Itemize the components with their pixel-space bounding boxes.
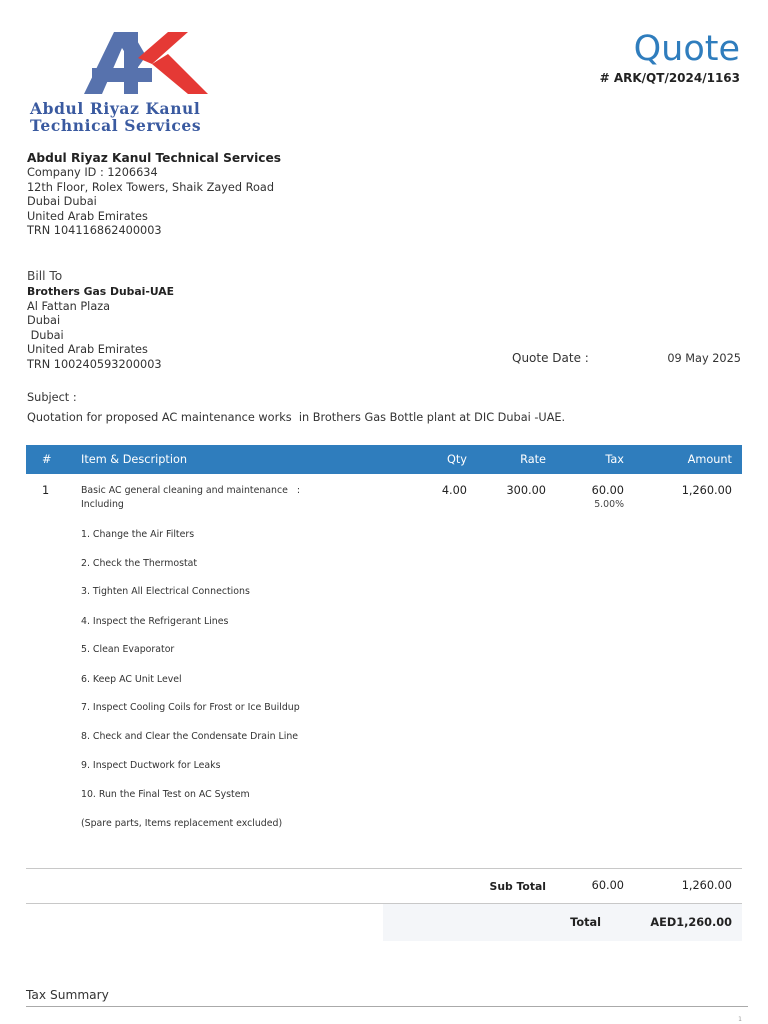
- company-street: 12th Floor, Rolex Towers, Shaik Zayed Road: [27, 180, 274, 194]
- company-country: United Arab Emirates: [27, 209, 148, 223]
- tax-summary-heading: Tax Summary: [26, 988, 109, 1002]
- document-title: Quote: [633, 29, 740, 69]
- bill-to-name: Brothers Gas Dubai-UAE: [27, 285, 174, 298]
- item-detail: 10. Run the Final Test on AC System: [81, 789, 250, 800]
- column-header-index: #: [42, 453, 52, 466]
- total-amount: AED1,260.00: [650, 916, 732, 929]
- company-trn: TRN 104116862400003: [27, 224, 162, 238]
- item-detail: 7. Inspect Cooling Coils for Frost or Ice Buildup: [81, 702, 300, 713]
- item-tax: 60.00: [591, 484, 624, 497]
- item-detail: 5. Clean Evaporator: [81, 644, 175, 655]
- item-index: 1: [42, 484, 50, 497]
- item-detail: 1. Change the Air Filters: [81, 529, 195, 540]
- subtotal-amount: 1,260.00: [681, 879, 732, 892]
- column-header-tax: Tax: [605, 453, 624, 466]
- company-city: Dubai Dubai: [27, 195, 97, 209]
- logo-text-line2: Technical Services: [30, 116, 202, 135]
- item-detail: 4. Inspect the Refrigerant Lines: [81, 616, 229, 627]
- bill-to-city: Dubai: [27, 314, 61, 328]
- bill-to-label: Bill To: [27, 269, 63, 283]
- item-detail: 2. Check the Thermostat: [81, 558, 198, 569]
- subject-text: Quotation for proposed AC maintenance works in Brothers Gas Bottle plant at DIC Dubai -UAE.: [27, 411, 566, 424]
- subject-label: Subject :: [27, 391, 77, 404]
- item-tax-percent: 5.00%: [594, 499, 624, 510]
- table-bottom-divider: [26, 868, 742, 869]
- bill-to-street: Al Fattan Plaza: [27, 299, 111, 313]
- subtotal-tax: 60.00: [591, 879, 624, 892]
- item-amount: 1,260.00: [681, 484, 732, 497]
- item-detail: 8. Check and Clear the Condensate Drain Line: [81, 731, 299, 742]
- item-exclusion-note: (Spare parts, Items replacement excluded): [81, 818, 283, 829]
- item-detail: 6. Keep AC Unit Level: [81, 674, 182, 685]
- company-name: Abdul Riyaz Kanul Technical Services: [27, 151, 281, 165]
- column-header-description: Item & Description: [81, 453, 188, 466]
- company-id: Company ID : 1206634: [27, 166, 158, 179]
- quote-date-label: Quote Date :: [512, 351, 589, 365]
- item-description-title: Basic AC general cleaning and maintenance :: [81, 485, 301, 496]
- bill-to-country: United Arab Emirates: [27, 343, 148, 357]
- item-rate: 300.00: [506, 484, 546, 497]
- bill-to-state: Dubai: [27, 328, 64, 342]
- subtotal-label: Sub Total: [489, 880, 546, 893]
- column-header-qty: Qty: [446, 453, 467, 466]
- bill-to-block: [27, 268, 174, 373]
- total-label: Total: [570, 916, 601, 929]
- logo-text-line1: Abdul Riyaz Kanul: [30, 99, 201, 118]
- item-description-subtitle: Including: [81, 499, 124, 510]
- bill-to-trn: TRN 100240593200003: [27, 357, 162, 371]
- item-detail: 3. Tighten All Electrical Connections: [81, 586, 250, 597]
- column-header-amount: Amount: [687, 453, 732, 466]
- page-number: 1: [738, 1016, 742, 1023]
- column-header-rate: Rate: [520, 453, 546, 466]
- item-detail: 9. Inspect Ductwork for Leaks: [81, 760, 221, 771]
- tax-summary-divider: [26, 1006, 748, 1007]
- company-address: [27, 150, 281, 239]
- quote-date-value: 09 May 2025: [667, 352, 741, 365]
- items-table-header: [26, 445, 742, 474]
- ark-logo-icon: [28, 28, 260, 100]
- company-logo: [28, 28, 260, 138]
- document-number: # ARK/QT/2024/1163: [599, 71, 740, 85]
- item-qty: 4.00: [441, 484, 467, 497]
